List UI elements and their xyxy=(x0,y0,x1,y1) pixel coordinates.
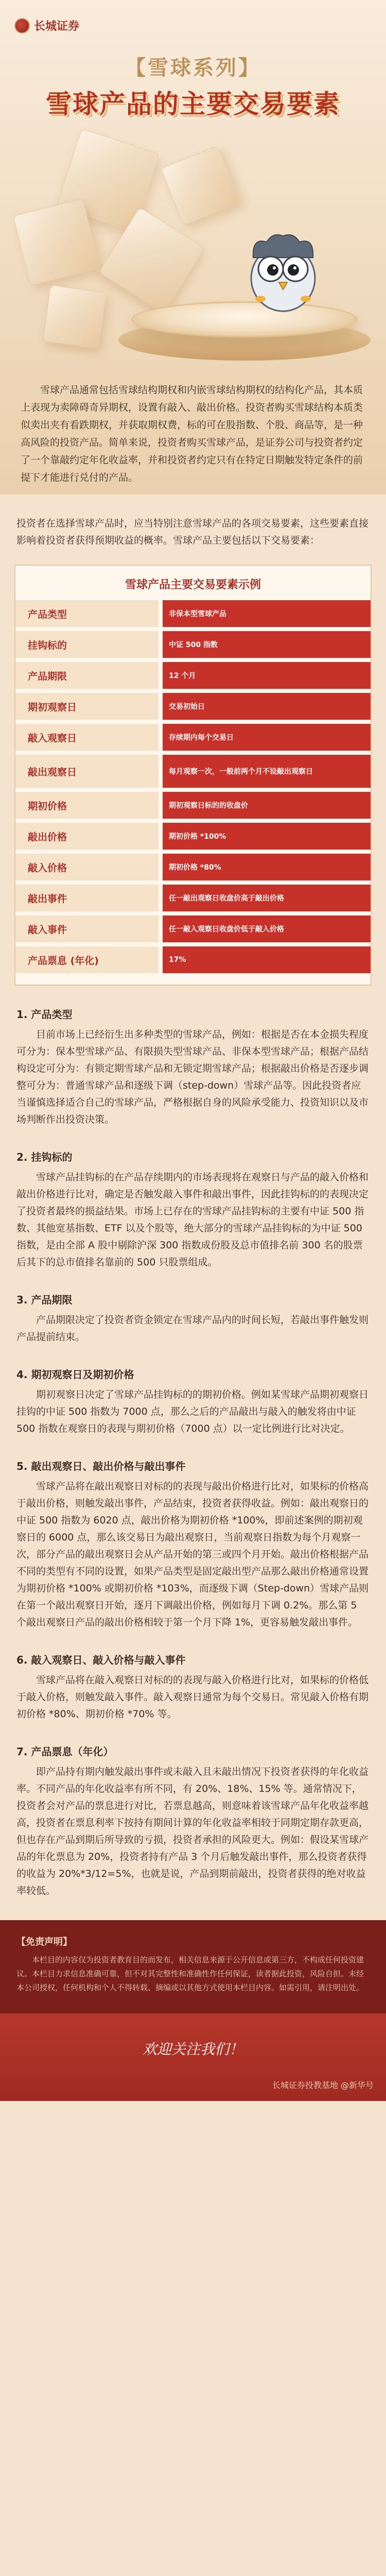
section-knock-out xyxy=(16,1458,370,1631)
hero-banner xyxy=(0,0,386,495)
section-heading: 4. 期初观察日及期初价格 xyxy=(16,1368,134,1381)
cube-decoration xyxy=(43,285,107,349)
row-value: 任一敲入观察日收盘价低于敲入价格 xyxy=(163,916,371,942)
table-row xyxy=(15,946,371,973)
elements-table xyxy=(14,565,372,986)
row-value: 17% xyxy=(163,946,371,973)
section-body: 雪球产品将在敲入观察日对标的的表现与敲入价格进行比对，如果标的价格低于敲入价格，则触发敲入事件。敲入观察日通常为每个交易日。常见敲入价格有期初价格 *80%、期初价格 *70% 等。 xyxy=(16,1674,369,1720)
row-value: 交易初始日 xyxy=(163,693,371,720)
table-row xyxy=(15,662,371,689)
cube-decoration xyxy=(161,145,241,226)
footer xyxy=(0,2013,386,2101)
row-key: 产品期限 xyxy=(15,662,159,689)
intro-paragraph: 投资者在选择雪球产品时，应当特别注意雪球产品的各项交易要素，这些要素直接影响着投资者获得预期收益的概率。雪球产品主要包括以下交易要素： xyxy=(16,518,369,546)
disclaimer-body: 本栏目的内容仅为投资者教育目的而发布，相关信息来源于公开信息或第三方，不构成任何投资建议。本栏目力求信息准确可靠，但不对其完整性和准确性作任何保证，读者据此投资，风险自担。未经本公司授权，任何机构和个人不得转载、摘编或以其他方式使用本栏目内容。如需引用，请注明出处。 xyxy=(16,1955,364,1992)
row-value: 存续期内每个交易日 xyxy=(163,724,371,751)
row-key: 产品类型 xyxy=(15,600,159,627)
row-key: 敲入观察日 xyxy=(15,724,159,751)
section-heading: 3. 产品期限 xyxy=(16,1294,73,1306)
section-heading: 5. 敲出观察日、敲出价格与敲出事件 xyxy=(16,1460,186,1472)
section-body: 目前市场上已经衍生出多种类型的雪球产品，例如：根据是否在本金损失程度可分为：保本型雪球产品、有限损失型雪球产品、非保本型雪球产品；根据产品结构设定可分为：有锁定期雪球产品和无锁定期雪球产品；根据敲出价格是否逐步调整可分为：普通雪球产品和逐级下调（step-down）雪球产品等。因此投资者应当谨慎选择适合自己的雪球产品，严格根据自身的风险承受能力、投资知识以及市场判断作出投资决策。 xyxy=(16,1029,369,1125)
row-value: 每月观察一次，一般前两个月不设敲出观察日 xyxy=(163,755,371,788)
row-key: 敲出事件 xyxy=(15,885,159,911)
section-underlying xyxy=(16,1149,370,1271)
brand-name: 长城证券 xyxy=(34,20,80,33)
table-row xyxy=(15,631,371,658)
row-value: 期初价格 *100% xyxy=(163,823,371,850)
row-key: 挂钩标的 xyxy=(15,631,159,658)
row-key: 产品票息 (年化) xyxy=(15,946,159,973)
table-title: 雪球产品主要交易要素示例 xyxy=(125,579,261,591)
section-body: 雪球产品将在敲出观察日对标的的表现与敲出价格进行比对，如果标的价格高于敲出价格，则触发敲出事件，产品结束，投资者获得收益。例如：敲出观察日的中证 500 指数为 6020 点，敲出价格为期初价格 *100%，即前述案例的期初观察日的 6000 点，那么该交易日为敲出观察日，当前观察日指数为每个月观察一次，部分产品的敲出观察日会从产品开始的第三或四个月开始。敲出价格根据产品不同的类型有不同的设置，如果产品类型是固定敲出型产品那么敲出价格通常设置为期初价格 *100% 或期初价格 *103%，而逐级下调（Step-down）雪球产品则在第一个敲出观察日开始，逐月下调敲出价格，例如每月下调 0.2%。那么第 5 个敲出观察日产品的敲出价格相较于第一个月下降 1%，更容易触发敲出事件。 xyxy=(16,1481,369,1628)
section-body: 产品期限决定了投资者资金锁定在雪球产品内的时间长短，若敲出事件触发则产品提前结束。 xyxy=(16,1314,369,1343)
row-key: 敲出观察日 xyxy=(15,755,159,788)
series-kicker: 【雪球系列】 xyxy=(125,56,261,80)
section-heading: 1. 产品类型 xyxy=(16,1008,73,1021)
row-value: 12 个月 xyxy=(163,662,371,689)
intro xyxy=(0,495,386,554)
section-heading: 6. 敲入观察日、敲入价格与敲入事件 xyxy=(16,1654,186,1666)
table-row xyxy=(15,693,371,720)
section-heading: 7. 产品票息（年化） xyxy=(16,1745,114,1758)
row-value: 期初观察日标的的收盘价 xyxy=(163,792,371,819)
table-row xyxy=(15,885,371,911)
table-row xyxy=(15,724,371,751)
section-body: 即产品持有期内触发敲出事件或未敲入且未敲出情况下投资者获得的年化收益率。不同产品的年化收益率有所不同，有 20%、18%、15% 等。通常情况下，投资者会对产品的票息进行对比，若票息越高，则意味着该雪球产品年化收益率越高，投资者在票息利率下按持有期间计算的年化收益率相较于同期定期存款更高，但也存在产品到期后所导致的亏损，投资者承担的风险更大。例如：假设某雪球产品的年化票息为 20%，投资者持有产品 3 个月后触发敲出事件，那么投资者获得的收益为 20%*3/12=5%，也就是说，产品到期前敲出，投资者获得的绝对收益率较低。 xyxy=(16,1766,369,1896)
page-title: 雪球产品的主要交易要素 xyxy=(46,89,340,119)
row-key: 敲入价格 xyxy=(15,854,159,880)
follow-us-text: 欢迎关注我们！ xyxy=(142,2041,243,2058)
table-row xyxy=(15,854,371,880)
row-value: 非保本型雪球产品 xyxy=(163,600,371,627)
section-body: 期初观察日决定了雪球产品挂钩标的的期初价格。例如某雪球产品期初观察日挂钩的中证 500 指数为 7000 点，那么之后的产品敲出与敲入的触发将由中证 500 指数在观察日的表现与期初价格（7000 点）以一定比例进行比对决定。 xyxy=(16,1389,369,1434)
row-key: 敲出价格 xyxy=(15,823,159,850)
row-value: 任一敲出观察日收盘价高于敲出价格 xyxy=(163,885,371,911)
watermark: 长城证券投教基地 @新华号 xyxy=(272,2080,374,2090)
section-initial-price xyxy=(16,1366,370,1437)
brand-logo-icon xyxy=(14,18,30,33)
disclaimer-title: 【免责声明】 xyxy=(16,1937,72,1947)
row-key: 敲入事件 xyxy=(15,916,159,942)
disclaimer xyxy=(0,1920,386,2013)
element-explanations xyxy=(0,986,386,1900)
table-row xyxy=(15,916,371,942)
brand xyxy=(14,18,79,33)
section-term xyxy=(16,1292,370,1346)
section-body: 雪球产品挂钩标的在产品存续期内的市场表现将在观察日与产品的敲入价格和敲出价格进行比对，确定是否触发敲入事件和敲出事件，因此挂钩标的的表现决定了投资者最终的损益结果。市场上已存在的雪球产品挂钩标的主要有中证 500 指数、其他宽基指数、ETF 以及个股等，绝大部分的雪球产品挂钩标的为中证 500 指数，是由全部 A 股中剔除沪深 300 指数成份股及总市值排名前 300 名的股票后其下的总市值排名靠前的 500 只股票组成。 xyxy=(16,1172,369,1268)
section-knock-in xyxy=(16,1652,370,1723)
owl-mascot-icon xyxy=(242,222,324,314)
table-row xyxy=(15,600,371,627)
table-row xyxy=(15,755,371,788)
section-coupon xyxy=(16,1743,370,1900)
row-key: 期初观察日 xyxy=(15,693,159,720)
section-heading: 2. 挂钩标的 xyxy=(16,1151,73,1163)
row-value: 中证 500 指数 xyxy=(163,631,371,658)
hero-paragraph: 雪球产品通常包括雪球结构期权和内嵌雪球结构期权的结构化产品，其本质上表现为卖障碍奇异期权，设置有敲入、敲出价格。投资者购买雪球结构本质类似卖出夹有看跌期权，并获取期权费，标的可在股指数、个股、商品等，是一种高风险的投资产品。简单来说，投资者购买雪球产品，是证券公司与投资者约定了一个靠敲约定年化收益率，并和投资者约定只有在特定日期触发特定条件的前提下才能进行兑付的产品。 xyxy=(21,384,363,483)
row-key: 期初价格 xyxy=(15,792,159,819)
table-row xyxy=(15,792,371,819)
table-row xyxy=(15,823,371,850)
section-product-type xyxy=(16,1006,370,1128)
row-value: 期初价格 *80% xyxy=(163,854,371,880)
